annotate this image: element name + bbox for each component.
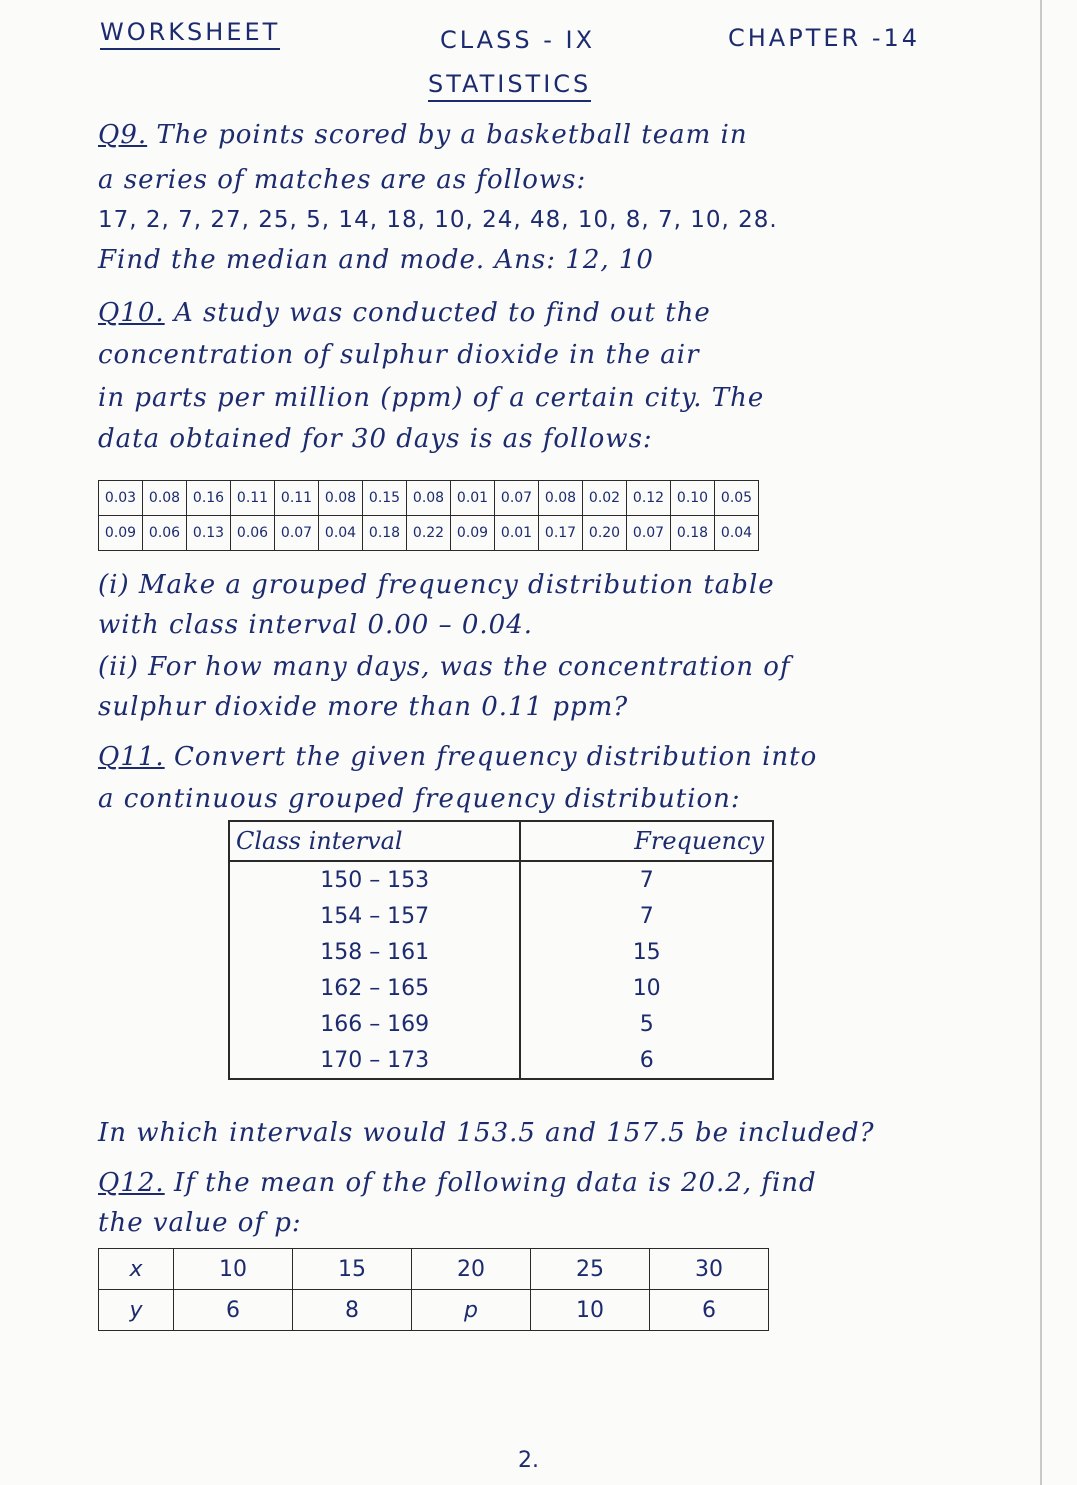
- sd-row-2: [99, 516, 759, 551]
- sulphur-dioxide-table: [98, 480, 759, 551]
- sd-cell: 0.06: [143, 516, 187, 551]
- header-class: CLASS - IX: [440, 26, 596, 54]
- y-cell: 8: [293, 1290, 412, 1331]
- ci-row: [229, 1042, 773, 1079]
- sd-cell: 0.07: [275, 516, 319, 551]
- sd-cell: 0.05: [715, 481, 759, 516]
- sd-cell: 0.16: [187, 481, 231, 516]
- ci-row: [229, 970, 773, 1006]
- sd-cell: 0.12: [627, 481, 671, 516]
- q10-line-2: concentration of sulphur dioxide in the air: [98, 340, 700, 370]
- sd-cell: 0.08: [407, 481, 451, 516]
- margin-line: [1040, 0, 1042, 1485]
- sd-row-1: [99, 481, 759, 516]
- x-label: x: [99, 1249, 174, 1290]
- ci-frequency: 6: [639, 1047, 654, 1073]
- sd-cell: 0.07: [495, 481, 539, 516]
- ci-header-row: [229, 821, 773, 861]
- q11-text-1: Convert the given frequency distribution into: [173, 742, 818, 772]
- q10-part-i-1: (i) Make a grouped frequency distribution table: [98, 570, 775, 600]
- ci-interval: 158 – 161: [229, 934, 520, 970]
- sd-cell: 0.02: [583, 481, 627, 516]
- ci-row: [229, 1006, 773, 1042]
- x-cell: 15: [293, 1249, 412, 1290]
- ci-interval: 150 – 153: [229, 861, 520, 898]
- q12-text-1: If the mean of the following data is 20.2, find: [173, 1168, 817, 1198]
- sd-cell: 0.13: [187, 516, 231, 551]
- y-cell: 10: [531, 1290, 650, 1331]
- q9-data: 17, 2, 7, 27, 25, 5, 14, 18, 10, 24, 48, 10, 8, 7, 10, 28.: [98, 207, 778, 233]
- x-cell: 20: [412, 1249, 531, 1290]
- q11-question: In which intervals would 153.5 and 157.5 be included?: [98, 1118, 875, 1148]
- sd-cell: 0.18: [671, 516, 715, 551]
- q10-line-1: [98, 298, 711, 328]
- page-number: 2.: [518, 1448, 539, 1473]
- sd-cell: 0.04: [715, 516, 759, 551]
- class-interval-table: [228, 820, 774, 1080]
- ci-interval: 162 – 165: [229, 970, 520, 1006]
- ci-interval: 154 – 157: [229, 898, 520, 934]
- sd-cell: 0.01: [495, 516, 539, 551]
- q10-part-ii-1: (ii) For how many days, was the concentration of: [98, 652, 791, 682]
- ci-row: [229, 861, 773, 898]
- ci-frequency: 5: [639, 1011, 654, 1037]
- x-cell: 30: [650, 1249, 769, 1290]
- q11-line-1: [98, 742, 817, 772]
- sd-cell: 0.10: [671, 481, 715, 516]
- header-worksheet: WORKSHEET: [100, 18, 280, 50]
- sd-cell: 0.11: [231, 481, 275, 516]
- ci-frequency: 7: [639, 903, 654, 929]
- sd-cell: 0.08: [319, 481, 363, 516]
- q10-line-3: in parts per million (ppm) of a certain city. The: [98, 383, 765, 413]
- sd-cell: 0.01: [451, 481, 495, 516]
- xy-table: [98, 1248, 769, 1331]
- ci-header-frequency: Frequency: [520, 821, 773, 861]
- q10-part-i-2: with class interval 0.00 – 0.04.: [98, 610, 534, 640]
- y-label: y: [99, 1290, 174, 1331]
- sd-cell: 0.09: [451, 516, 495, 551]
- q9-text-1: The points scored by a basketball team in: [156, 120, 748, 150]
- sd-cell: 0.06: [231, 516, 275, 551]
- sd-cell: 0.22: [407, 516, 451, 551]
- q9-line-4: Find the median and mode. Ans: 12, 10: [98, 245, 654, 275]
- x-cell: 25: [531, 1249, 650, 1290]
- sd-cell: 0.07: [627, 516, 671, 551]
- q10-number: Q10.: [98, 298, 165, 328]
- ci-header-interval: Class interval: [229, 821, 520, 861]
- ci-frequency: 7: [639, 867, 654, 893]
- sd-cell: 0.15: [363, 481, 407, 516]
- header-subject: STATISTICS: [428, 70, 591, 102]
- sd-cell: 0.09: [99, 516, 143, 551]
- ci-row: [229, 934, 773, 970]
- q9-number: Q9.: [98, 120, 148, 150]
- y-cell: 6: [650, 1290, 769, 1331]
- header-chapter: CHAPTER -14: [728, 24, 921, 52]
- q12-line-2: the value of p:: [98, 1208, 302, 1238]
- ci-frequency: 10: [632, 975, 661, 1001]
- ci-interval: 170 – 173: [229, 1042, 520, 1079]
- q9-line-2: a series of matches are as follows:: [98, 165, 587, 195]
- q9-line-1: [98, 120, 748, 150]
- ci-frequency: 15: [632, 939, 661, 965]
- sd-cell: 0.08: [143, 481, 187, 516]
- sd-cell: 0.18: [363, 516, 407, 551]
- sd-cell: 0.04: [319, 516, 363, 551]
- q10-part-ii-2: sulphur dioxide more than 0.11 ppm?: [98, 692, 629, 722]
- y-cell: p: [412, 1290, 531, 1331]
- ci-interval: 166 – 169: [229, 1006, 520, 1042]
- q11-number: Q11.: [98, 742, 165, 772]
- x-row: [99, 1249, 769, 1290]
- sd-cell: 0.20: [583, 516, 627, 551]
- x-cell: 10: [174, 1249, 293, 1290]
- sd-cell: 0.03: [99, 481, 143, 516]
- q10-line-4: data obtained for 30 days is as follows:: [98, 424, 653, 454]
- q12-number: Q12.: [98, 1168, 165, 1198]
- sd-cell: 0.08: [539, 481, 583, 516]
- sd-cell: 0.17: [539, 516, 583, 551]
- y-row: [99, 1290, 769, 1331]
- y-cell: 6: [174, 1290, 293, 1331]
- q10-text-1: A study was conducted to find out the: [173, 298, 711, 328]
- ci-row: [229, 898, 773, 934]
- q12-line-1: [98, 1168, 817, 1198]
- q11-line-2: a continuous grouped frequency distribution:: [98, 784, 741, 814]
- sd-cell: 0.11: [275, 481, 319, 516]
